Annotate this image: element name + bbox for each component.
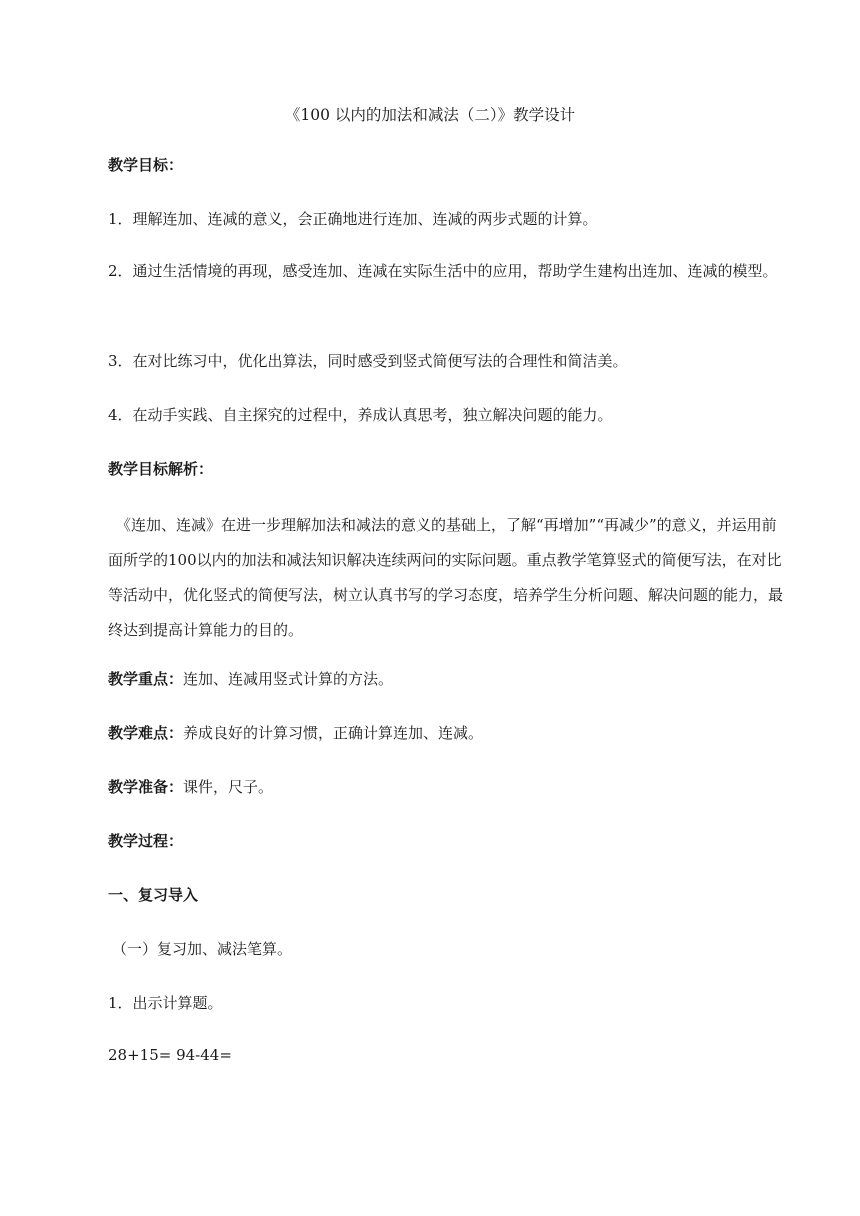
preparation-text: 课件，尺子。 [183, 778, 274, 796]
objective-item-1: 1．理解连加、连减的意义，会正确地进行连加、连减的两步式题的计算。 [108, 210, 598, 228]
difficulty-label: 教学难点： [108, 724, 184, 742]
key-point-text: 连加、连减用竖式计算的方法。 [183, 670, 394, 688]
subsection-1: （一）复习加、减法笔算。 [112, 940, 293, 958]
preparation-label: 教学准备： [108, 778, 184, 796]
analysis-paragraph: 《连加、连减》在进一步理解加法和减法的意义的基础上，了解“再增加”“再减少”的意义，并运用前面所学的100以内的加法和减法知识解决连续两问的实际问题。重点教学笔算竖式的简便写法，在对比等活动中，优化竖式的简便写法，树立认真书写的学习态度，培养学生分析问题、解决问题的能力，最终达到提高计算能力的目的。 [108, 516, 784, 639]
difficulty-line [108, 722, 788, 744]
step-1: 1．出示计算题。 [108, 994, 223, 1012]
objective-item-2: 2．通过生活情境的再现，感受连加、连减在实际生活中的应用，帮助学生建构出连加、连减的模型。 [108, 262, 778, 280]
document-title: 《100 以内的加法和减法（二）》教学设计 [284, 106, 576, 124]
key-point-label: 教学重点： [108, 670, 184, 688]
difficulty-text: 养成良好的计算习惯，正确计算连加、连减。 [183, 724, 484, 742]
objectives-heading: 教学目标： [108, 156, 184, 174]
objective-item-4: 4．在动手实践、自主探究的过程中，养成认真思考，独立解决问题的能力。 [108, 406, 613, 424]
section-1-heading: 一、复习导入 [108, 886, 199, 904]
preparation-line [108, 776, 788, 798]
process-heading: 教学过程： [108, 832, 184, 850]
objective-item-3: 3．在对比练习中，优化出算法，同时感受到竖式简便写法的合理性和简洁美。 [108, 352, 628, 370]
key-point-line [108, 668, 788, 690]
practice-expressions: 28+15= 94-44= [108, 1046, 232, 1064]
analysis-heading: 教学目标解析： [108, 460, 214, 478]
